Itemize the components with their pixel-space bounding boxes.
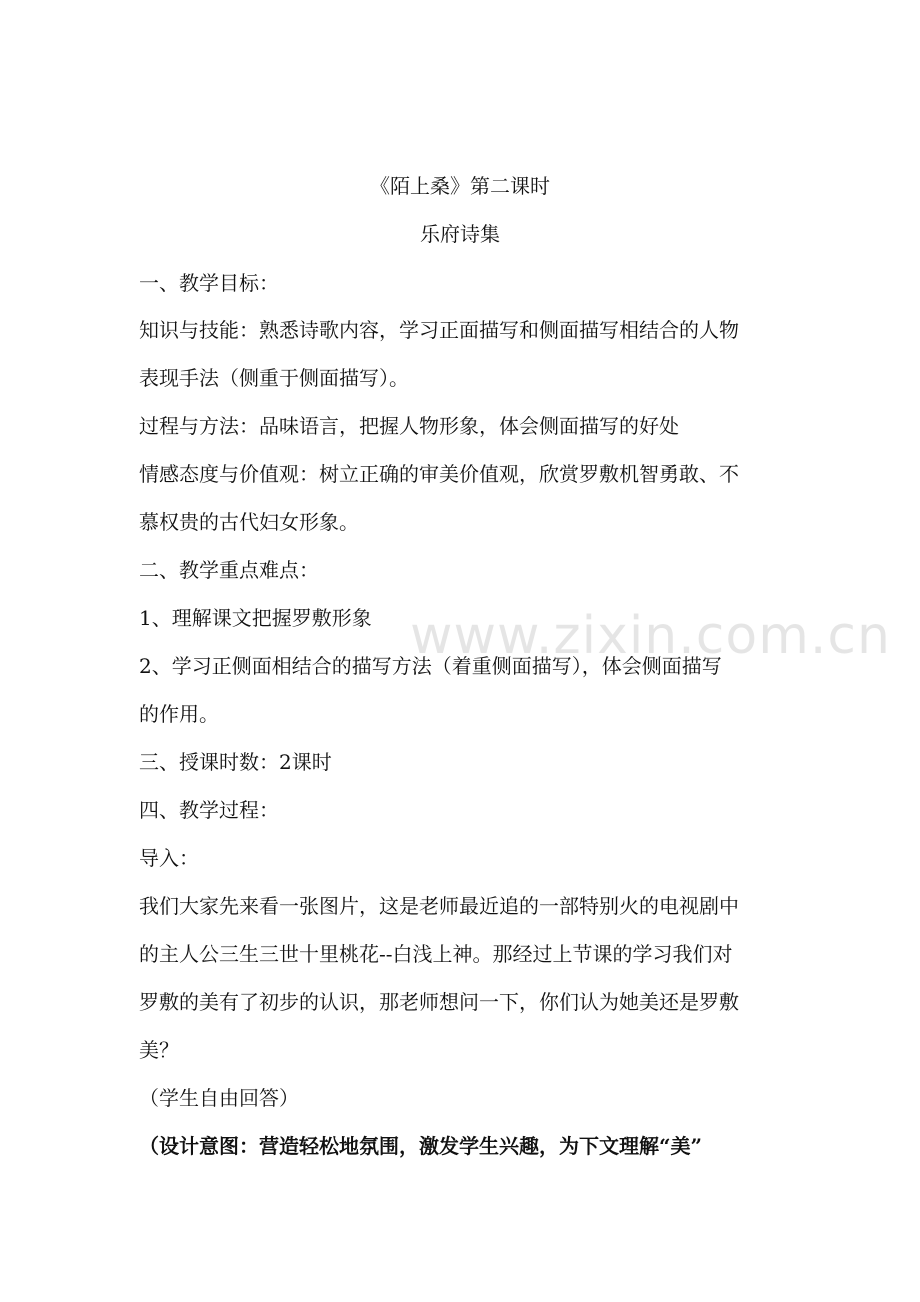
section-heading: 三、授课时数：2课时: [139, 750, 332, 774]
section-heading: 一、教学目标：: [139, 271, 279, 295]
document-title: 《陌上桑》第二课时: [370, 174, 550, 198]
paragraph-line: 的作用。: [139, 702, 219, 726]
paragraph-line: 知识与技能：熟悉诗歌内容，学习正面描写和侧面描写相结合的人物: [139, 318, 739, 342]
paragraph-line: 情感态度与价值观：树立正确的审美价值观，欣赏罗敷机智勇敢、不: [139, 462, 739, 486]
paragraph-line: （学生自由回答）: [139, 1086, 299, 1110]
paragraph-line: 1、理解课文把握罗敷形象: [139, 606, 372, 630]
paragraph-line: 慕权贵的古代妇女形象。: [139, 510, 359, 534]
section-heading: 二、教学重点难点：: [139, 558, 319, 582]
document-subtitle: 乐府诗集: [420, 222, 500, 246]
paragraph-line: 我们大家先来看一张图片，这是老师最近追的一部特别火的电视剧中: [139, 894, 739, 918]
paragraph-line: 过程与方法：品味语言，把握人物形象，体会侧面描写的好处: [139, 414, 679, 438]
watermark: www.zixin.com.cn: [410, 606, 891, 666]
paragraph-line: 的主人公三生三世十里桃花--白浅上神。那经过上节课的学习我们对: [139, 942, 733, 966]
paragraph-line: 美？: [139, 1038, 179, 1062]
section-heading: 四、教学过程：: [139, 798, 279, 822]
paragraph-line: 导入：: [139, 846, 199, 870]
design-intent-line: （设计意图：营造轻松地氛围，激发学生兴趣，为下文理解“美”: [139, 1134, 703, 1158]
paragraph-line: 罗敷的美有了初步的认识，那老师想问一下，你们认为她美还是罗敷: [139, 990, 739, 1014]
paragraph-line: 表现手法（侧重于侧面描写）。: [139, 366, 409, 390]
paragraph-line: 2、学习正侧面相结合的描写方法（着重侧面描写），体会侧面描写: [139, 654, 722, 678]
